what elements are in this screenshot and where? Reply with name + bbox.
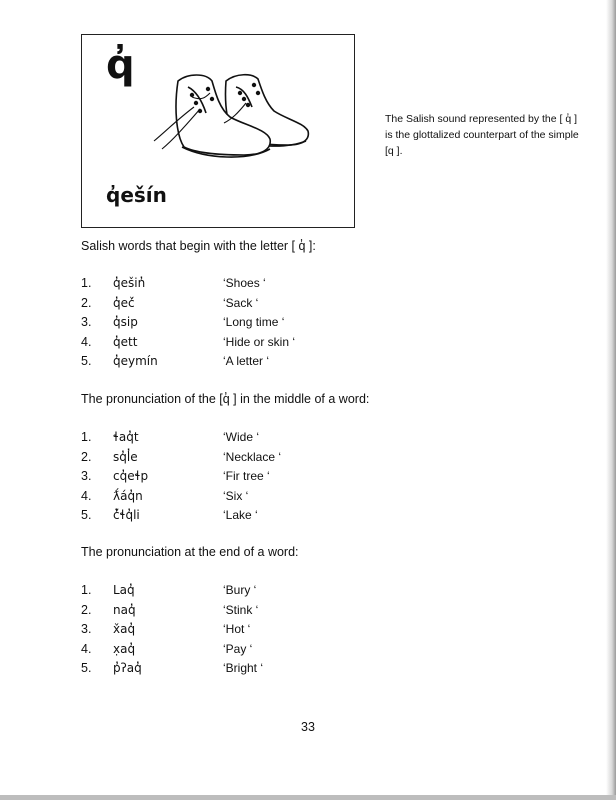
english-gloss: ‘Shoes ‘ — [223, 276, 266, 290]
english-gloss: ‘Long time ‘ — [223, 315, 285, 329]
page-number: 33 — [301, 720, 315, 734]
illustration-box — [81, 34, 355, 228]
salish-word: q̓eymín — [113, 354, 158, 368]
item-number: 4. — [81, 641, 92, 656]
english-gloss: ‘Six ‘ — [223, 488, 249, 503]
list-item — [81, 354, 411, 374]
list-item — [81, 603, 411, 623]
list-item — [81, 315, 411, 335]
english-gloss: ‘Bury ‘ — [223, 583, 257, 597]
salish-word: p̓ʔaq̓ — [113, 661, 142, 675]
list-item — [81, 661, 411, 681]
salish-word: Laq̓ — [113, 583, 135, 597]
item-number: 4. — [81, 488, 92, 503]
salish-word: ƛ́áq̓n — [113, 488, 143, 503]
item-number: 1. — [81, 430, 92, 444]
salish-word: q̓ešin̓ — [113, 276, 146, 290]
english-gloss: ‘Wide ‘ — [223, 430, 260, 444]
english-gloss: ‘A letter ‘ — [223, 354, 270, 368]
item-number: 4. — [81, 334, 92, 349]
item-number: 5. — [81, 508, 92, 522]
salish-word: q̓sip — [113, 315, 138, 329]
salish-word: x̌aq̓ — [113, 622, 136, 636]
list-item — [81, 489, 411, 509]
english-gloss: ‘Bright ‘ — [223, 661, 264, 675]
english-gloss: ‘Hide or skin ‘ — [223, 334, 296, 349]
list-item — [81, 508, 411, 528]
featured-word: q̓ešín — [106, 183, 167, 207]
list-item — [81, 583, 411, 603]
item-number: 1. — [81, 276, 92, 290]
item-number: 5. — [81, 354, 92, 368]
item-number: 2. — [81, 449, 92, 464]
word-list-middle — [81, 430, 411, 528]
list-item — [81, 642, 411, 662]
item-number: 3. — [81, 622, 92, 636]
english-gloss: ‘Stink ‘ — [223, 602, 259, 617]
salish-word: q̓eč́ — [113, 295, 135, 310]
item-number: 3. — [81, 469, 92, 483]
list-item — [81, 296, 411, 316]
list-item — [81, 276, 411, 296]
list-item — [81, 335, 411, 355]
salish-word: ɬaq̓t — [113, 430, 139, 444]
word-list-final — [81, 583, 411, 681]
item-number: 2. — [81, 295, 92, 310]
caption-text: The Salish sound represented by the [ q̓ ] is the glottalized counterpart of the simple [q ]. — [385, 113, 579, 157]
list-item — [81, 450, 411, 470]
section-heading: The pronunciation at the end of a word: — [81, 545, 299, 559]
page-bottom-edge — [0, 795, 616, 800]
item-number: 1. — [81, 583, 92, 597]
english-gloss: ‘Hot ‘ — [223, 622, 251, 636]
section-heading: Salish words that begin with the letter [ q̓ ]: — [81, 239, 316, 253]
salish-word: cq̓eɬp — [113, 469, 149, 483]
list-item — [81, 430, 411, 450]
shoes-icon — [148, 67, 318, 167]
page-edge-shadow — [606, 0, 616, 800]
english-gloss: ‘Pay ‘ — [223, 641, 253, 656]
item-number: 5. — [81, 661, 92, 675]
english-gloss: ‘Fir tree ‘ — [223, 469, 270, 483]
salish-word: naq̓ — [113, 602, 136, 617]
featured-letter: q̓ — [106, 42, 135, 88]
salish-word: č̓ɬq̓li — [113, 508, 140, 522]
item-number: 3. — [81, 315, 92, 329]
list-item — [81, 469, 411, 489]
salish-word: q̓ett — [113, 334, 138, 349]
english-gloss: ‘Lake ‘ — [223, 508, 258, 522]
english-gloss: ‘Necklace ‘ — [223, 449, 282, 464]
salish-word: sq̓l̓e — [113, 449, 138, 464]
english-gloss: ‘Sack ‘ — [223, 295, 259, 310]
salish-word: x̣aq̓ — [113, 641, 136, 656]
word-list-initial — [81, 276, 411, 374]
section-heading: The pronunciation of the [q̓ ] in the middle of a word: — [81, 392, 370, 406]
list-item — [81, 622, 411, 642]
item-number: 2. — [81, 602, 92, 617]
